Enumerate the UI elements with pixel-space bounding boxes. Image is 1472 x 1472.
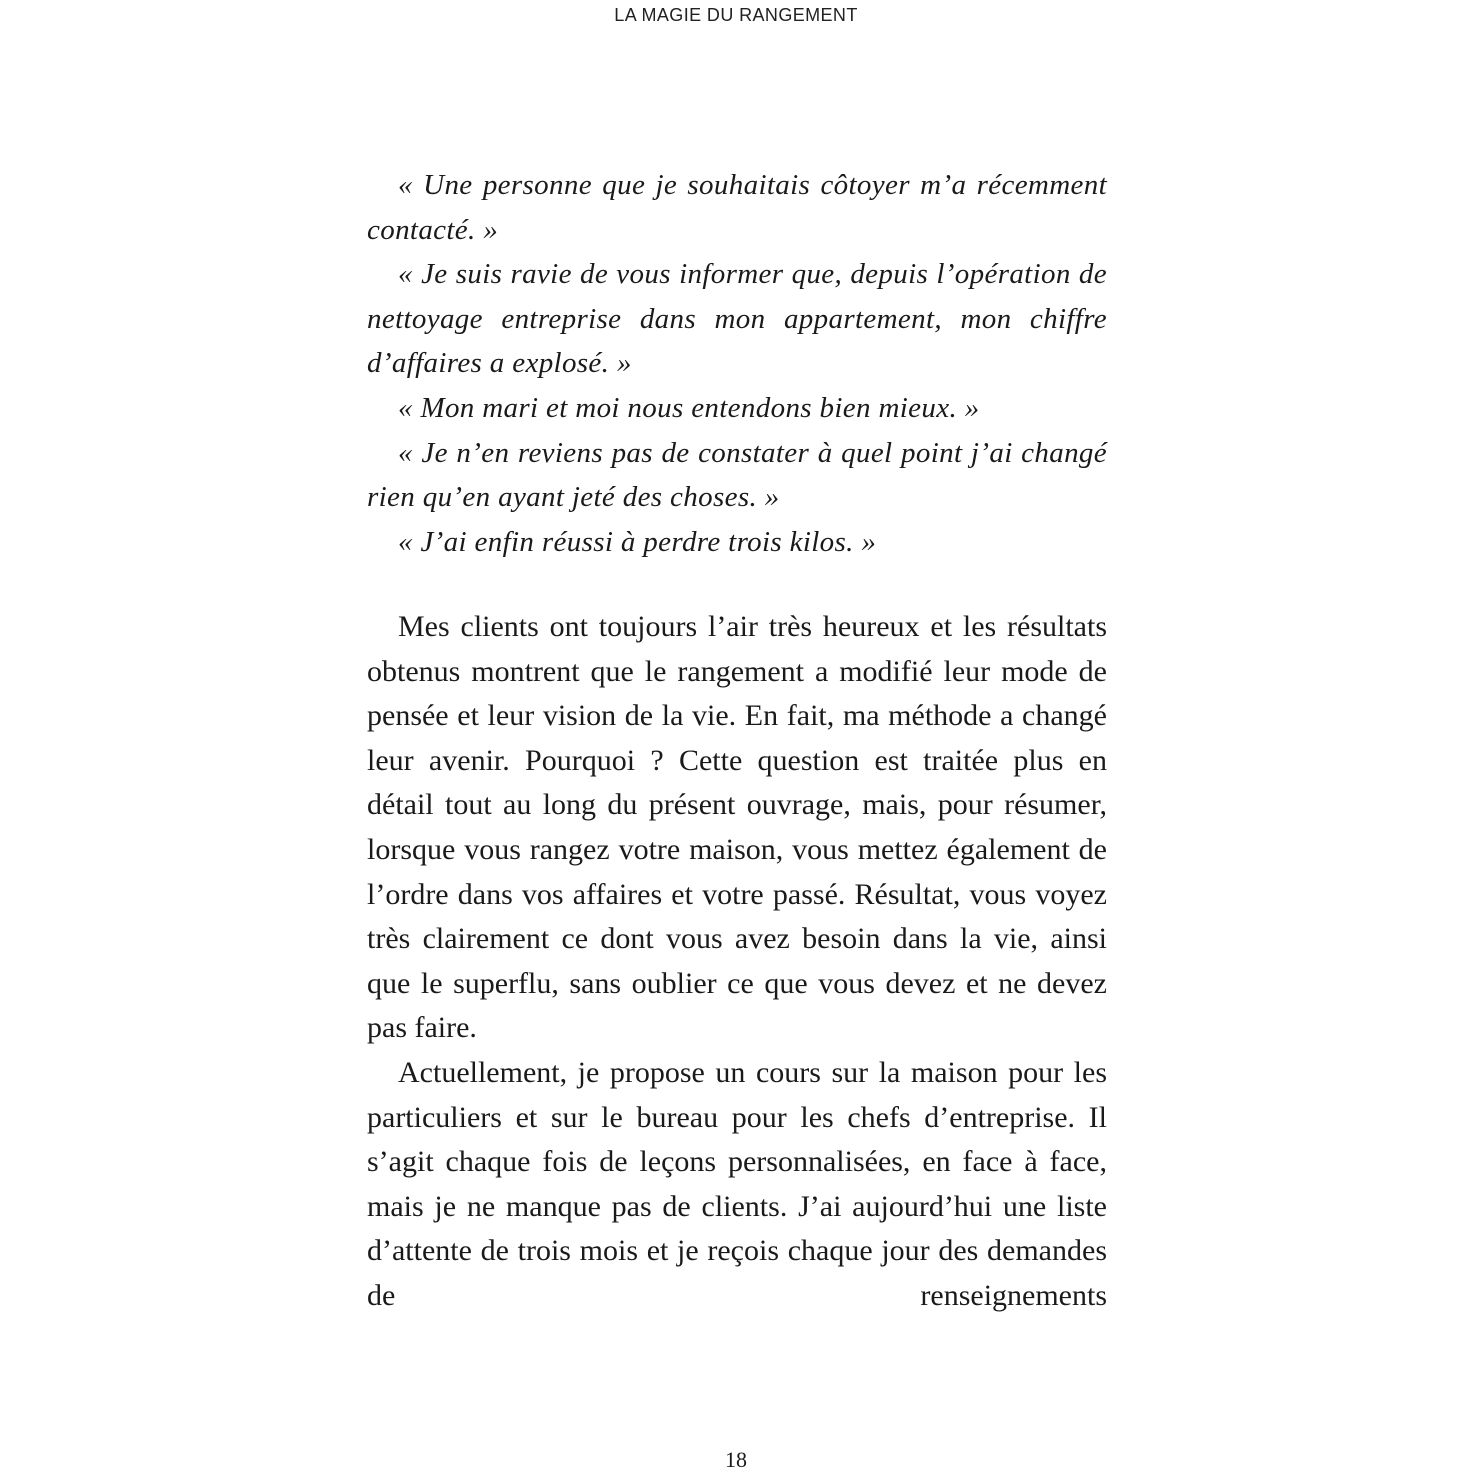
client-quotes xyxy=(367,163,1107,564)
quote-2: « Je suis ravie de vous informer que, depuis l’opération de nettoyage entreprise dans mon appartement, mon chiffre d’affaires a explosé. » xyxy=(367,258,1107,380)
body-text xyxy=(367,605,1107,1319)
running-head: LA MAGIE DU RANGEMENT xyxy=(614,5,858,25)
quote-4: « Je n’en reviens pas de constater à quel point j’ai changé rien qu’en ayant jeté des choses. » xyxy=(367,436,1107,514)
quote-1: « Une personne que je souhaitais côtoyer m’a récemment contacté. » xyxy=(367,169,1107,246)
page-number: 18 xyxy=(725,1447,747,1472)
paragraph-2: Actuellement, je propose un cours sur la maison pour les particuliers et sur le bureau pour les chefs d’entreprise. Il s’agit chaque fois de leçons personnalisées, en face à face, mais je ne manque pas de clients. J’ai aujourd’hui une liste d’attente de trois mois et je reçois chaque jour des demandes de renseignements xyxy=(367,1055,1107,1312)
quote-5: « J’ai enfin réussi à perdre trois kilos. » xyxy=(398,525,877,558)
paragraph-1: Mes clients ont toujours l’air très heureux et les résultats obtenus montrent que le rangement a modifié leur mode de pensée et leur vision de la vie. En fait, ma méthode a changé leur avenir. Pourquoi ? Cette question est traitée plus en détail tout au long du présent ouvrage, mais, pour résumer, lorsque vous rangez votre maison, vous mettez également de l’ordre dans vos affaires et votre passé. Résultat, vous voyez très clairement ce dont vous avez besoin dans la vie, ainsi que le superflu, sans oublier ce que vous devez et ne devez pas faire. xyxy=(367,610,1107,1045)
quote-3: « Mon mari et moi nous entendons bien mieux. » xyxy=(398,391,980,424)
